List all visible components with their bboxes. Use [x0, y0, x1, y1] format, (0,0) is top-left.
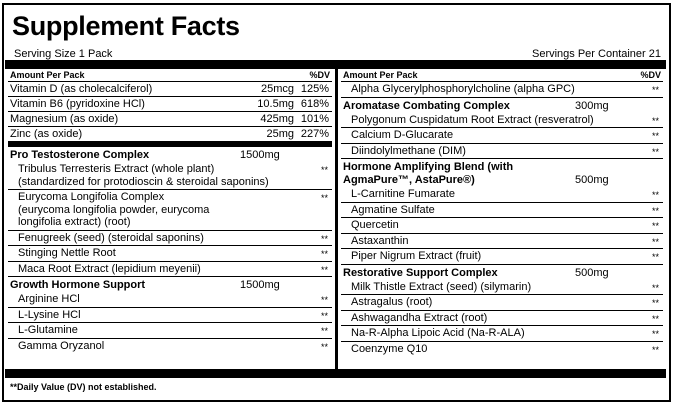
blend-name: Aromatase Combating Complex [343, 99, 510, 112]
dv-asterisks: ** [651, 221, 659, 231]
nutrient-name: Zinc (as oxide) [10, 128, 83, 140]
dv-asterisks: ** [651, 131, 659, 141]
amount-per-pack-label: Amount Per Pack [343, 70, 418, 80]
dv-asterisks: ** [651, 115, 659, 126]
dv-asterisks: ** [320, 295, 328, 305]
dv-asterisks: ** [651, 146, 659, 157]
blend-name: Restorative Support Complex [343, 266, 498, 279]
nutrient-dv: 125% [300, 83, 329, 95]
vitamin-row [8, 112, 332, 127]
left-column-header [8, 69, 332, 82]
ingredient-line: (standardized for protodioscin & steroidal saponins) [18, 175, 269, 188]
ingredient-line: Gamma Oryzanol [18, 339, 105, 352]
ingredient-row [8, 162, 332, 190]
dv-label: %DV [309, 70, 330, 80]
dv-asterisks: ** [651, 329, 659, 339]
ingredient-row [8, 190, 332, 231]
dv-asterisks: ** [320, 233, 328, 244]
dv-asterisks: ** [651, 252, 659, 262]
ingredient-row [341, 234, 663, 250]
panel-title: Supplement Facts [12, 11, 240, 41]
nutrient-name: Magnesium (as oxide) [10, 113, 119, 125]
column-divider [335, 65, 338, 371]
ingredient-row [341, 82, 663, 98]
ingredient-line: Piper Nigrum Extract (fruit) [351, 250, 482, 262]
left-column [8, 69, 332, 353]
ingredient-row [341, 113, 663, 129]
right-column-header [341, 69, 663, 82]
blend-name: Growth Hormone Support [10, 279, 146, 291]
ingredient-line: Calcium D-Glucarate [351, 129, 454, 141]
blend-heading [341, 265, 663, 280]
blend-name: Hormone Amplifying Blend (with [343, 161, 514, 173]
dv-asterisks: ** [651, 313, 659, 324]
ingredient-line: Polygonum Cuspidatum Root Extract (resveratrol) [351, 113, 594, 126]
vitamin-row [8, 82, 332, 97]
dv-asterisks: ** [651, 205, 659, 216]
ingredient-line: Agmatine Sulfate [351, 203, 435, 216]
blend-amount: 1500mg [240, 279, 280, 291]
ingredient-row [8, 308, 332, 324]
blend-heading [341, 159, 663, 187]
ingredient-row [341, 187, 663, 203]
dv-asterisks: ** [320, 193, 328, 203]
blend-amount: 1500mg [240, 149, 280, 161]
ingredient-line: Quercetin [351, 219, 399, 231]
ingredient-line: L-Carnitine Fumarate [351, 188, 455, 200]
ingredient-line: (eurycoma longifolia powder, eurycoma [18, 203, 210, 216]
ingredient-row [8, 339, 332, 354]
blend-amount: 500mg [575, 174, 609, 186]
nutrient-amount: 25mcg [260, 83, 294, 95]
nutrient-dv: 227% [300, 128, 329, 140]
servings-per-container: Servings Per Container 21 [531, 48, 661, 60]
dv-asterisks: ** [651, 190, 659, 200]
ingredient-line: Coenzyme Q10 [351, 342, 428, 355]
vitamin-row [8, 97, 332, 112]
ingredient-row [341, 311, 663, 327]
dv-asterisks: ** [651, 282, 659, 293]
dv-asterisks: ** [320, 341, 328, 352]
dv-asterisks: ** [651, 344, 659, 355]
dv-asterisks: ** [320, 249, 328, 259]
ingredient-row [341, 342, 663, 357]
ingredient-line: Astragalus (root) [351, 296, 433, 308]
ingredient-line: Alpha Glycerylphosphorylcholine (alpha GPC) [351, 83, 575, 95]
ingredient-row [341, 295, 663, 311]
nutrient-amount: 10.5mg [257, 98, 294, 110]
ingredient-row [341, 203, 663, 219]
nutrient-amount: 25mg [266, 128, 294, 140]
dv-asterisks: ** [320, 310, 328, 321]
ingredient-line: Tribulus Terresteris Extract (whole plant) [18, 163, 215, 175]
blend-name: AgmaPure™, AstaPure®) [343, 174, 475, 186]
dv-asterisks: ** [320, 326, 328, 336]
ingredient-line: Na-R-Alpha Lipoic Acid (Na-R-ALA) [351, 327, 525, 339]
nutrient-name: Vitamin D (as cholecalciferol) [10, 83, 153, 95]
bottom-thick-rule [5, 369, 666, 378]
serving-size: Serving Size 1 Pack [14, 48, 113, 60]
ingredient-line: Fenugreek (seed) (steroidal saponins) [18, 231, 204, 244]
ingredient-row [341, 280, 663, 296]
ingredient-row [341, 218, 663, 234]
blend-heading [8, 277, 332, 292]
ingredient-row [8, 231, 332, 247]
ingredient-row [8, 246, 332, 262]
dv-asterisks: ** [320, 264, 328, 275]
ingredient-line: longifolia extract) (root) [18, 216, 131, 228]
ingredient-line: Arginine HCl [18, 293, 80, 305]
ingredient-line: Maca Root Extract (lepidium meyenii) [18, 262, 201, 275]
nutrient-name: Vitamin B6 (pyridoxine HCl) [10, 98, 145, 110]
ingredient-line: L-Lysine HCl [18, 308, 81, 321]
ingredient-line: Astaxanthin [351, 234, 409, 247]
ingredient-line: Eurycoma Longifolia Complex [18, 191, 165, 203]
ingredient-line: L-Glutamine [18, 324, 78, 336]
right-column [341, 69, 663, 356]
ingredient-line: Diindolylmethane (DIM) [351, 144, 466, 157]
dv-label: %DV [640, 70, 661, 80]
blend-name: Pro Testosterone Complex [10, 149, 150, 161]
blend-heading [8, 147, 332, 162]
dv-asterisks: ** [320, 165, 328, 175]
blend-amount: 500mg [575, 266, 609, 279]
ingredient-line: Milk Thistle Extract (seed) (silymarin) [351, 280, 532, 293]
nutrient-dv: 618% [300, 98, 329, 110]
ingredient-row [8, 262, 332, 278]
dv-asterisks: ** [651, 236, 659, 247]
dv-asterisks: ** [651, 85, 659, 95]
ingredient-row [341, 249, 663, 265]
ingredient-row [341, 128, 663, 144]
vitamin-row [8, 127, 332, 141]
blend-heading [341, 98, 663, 113]
ingredient-row [341, 326, 663, 342]
ingredient-row [8, 323, 332, 339]
amount-per-pack-label: Amount Per Pack [10, 70, 85, 80]
ingredient-line: Ashwagandha Extract (root) [351, 311, 488, 324]
nutrient-dv: 101% [300, 113, 329, 125]
nutrient-amount: 425mg [260, 113, 294, 125]
ingredient-row [8, 292, 332, 308]
ingredient-row [341, 144, 663, 160]
ingredient-line: Stinging Nettle Root [18, 247, 116, 259]
blend-amount: 300mg [575, 99, 609, 112]
dv-asterisks: ** [651, 298, 659, 308]
footnote: **Daily Value (DV) not established. [10, 382, 157, 392]
